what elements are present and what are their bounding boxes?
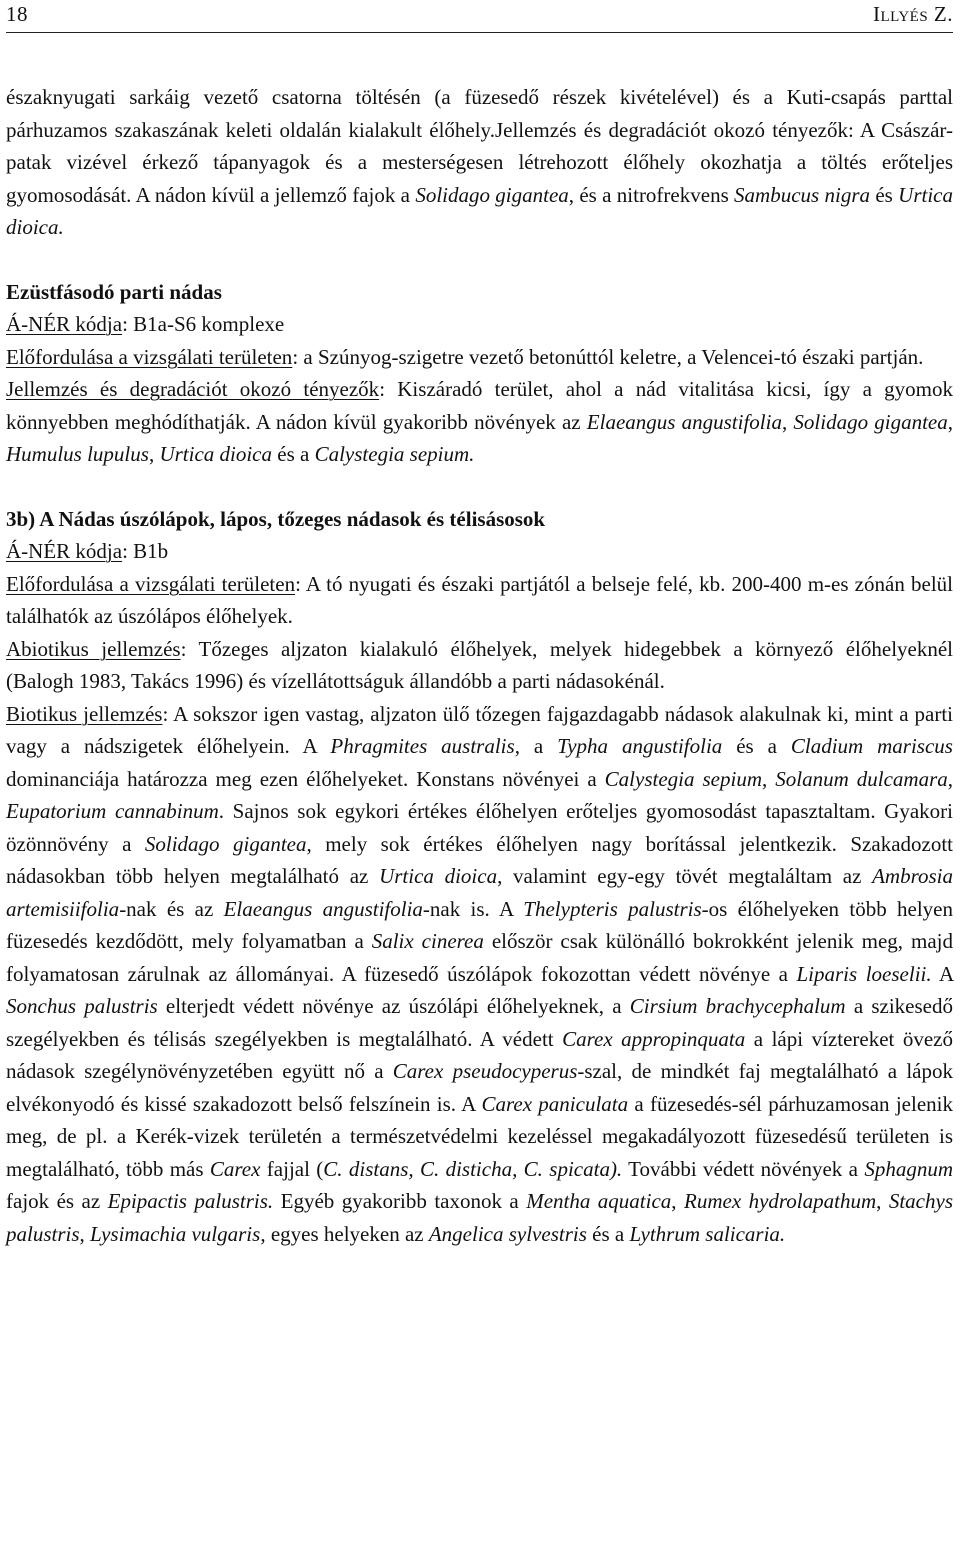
text-run: Egyéb gyakoribb taxonok a — [273, 1189, 527, 1213]
text-run: , egyes helyeken az — [260, 1221, 429, 1246]
text-run: és a — [586, 1221, 630, 1246]
section1-occ-label: Előfordulása a vizsgálati területen — [6, 344, 293, 369]
section2-code — [6, 535, 953, 568]
text-run: : A sokszor igen vastag, aljzaton ülő tőzegen fajgazdagabb nádasok alakulnak ki, mint a parti vagy a nádszigetek élőhelyein. A — [6, 701, 953, 758]
species-name: Salix cinerea — [371, 929, 484, 953]
species-name: Urtica dioica — [159, 442, 273, 466]
section2-title: 3b) A Nádas úszólápok, lápos, tőzeges nádasok és télisásosok — [6, 506, 546, 531]
text-run: . Sajnos sok egykori értékes élőhelyen erőteljes gyomosodást tapasztaltam. Gyakori özönnövény a — [6, 799, 953, 856]
species-name: Lythrum salicaria. — [629, 1221, 786, 1246]
text-run: elterjedt védett növénye az úszólápi élőhelyeknek, a — [157, 994, 630, 1018]
section1-code — [6, 308, 953, 341]
running-header — [6, 0, 953, 33]
species-name: Eupatorium cannabinum — [6, 799, 219, 823]
text-run: , — [148, 442, 160, 466]
section2-abio-label: Abiotikus jellemzés — [6, 636, 181, 661]
body-text — [6, 81, 953, 1250]
species-name: Stachys palustris — [6, 1189, 953, 1246]
section2-abio-text: : Tőzeges aljzaton kialakuló élőhelyek, melyek hidegebbek a környező élőhelyeknél (Balogh 1983, Takács 1996) és vízellátottságuk állandóbb a parti nádasokénál. — [6, 636, 954, 693]
text-run: és a — [722, 734, 791, 758]
species-name: Ambrosia artemisiifolia — [6, 864, 953, 921]
text-run: , mely sok értékes élőhelyen nagy borítással jelentkezik. Szakadozott nádasokban több helyen megtalálható az — [6, 831, 953, 888]
section1-code-label: Á-NÉR kódja — [6, 312, 123, 336]
text-run: -nak és az — [119, 896, 224, 921]
section1-occ-text: : a Szúnyog-szigetre vezető betonúttól keletre, a Velencei-tó északi partján. — [292, 344, 924, 369]
species-name: Elaeangus angustifolia — [586, 409, 782, 434]
species-name: Urtica dioica. — [6, 182, 953, 239]
species-name: Rumex hydrolapathum — [684, 1189, 877, 1213]
species-name: Sphagnum — [864, 1156, 953, 1181]
intro-paragraph — [6, 81, 953, 244]
page-number: 18 — [6, 2, 28, 26]
species-name: Lysimachia vulgaris — [90, 1221, 261, 1246]
text-run: , — [947, 409, 953, 434]
species-name: Urtica dioica — [379, 864, 498, 888]
text-run: -nak is. A — [422, 896, 524, 921]
text-run: , — [79, 1221, 91, 1246]
text-run: először csak különálló bokrokként jelenik meg, majd folyamatosan zárulnak az állományai. A füzesedő úszólápok fokozottan védett növénye a — [6, 929, 953, 986]
text-run: és — [870, 182, 899, 207]
text-run: a füzesedés-sél párhuzamosan jelenik meg, de pl. a Kerék-vizek területén a természetvédelmi kezeléssel megakadályozott füzesedésű területen is megtalálható, több más — [6, 1091, 953, 1181]
text-run: Jellemzés és degradációt okozó tényezők: A Császár-patak vizével érkező tápanyagok és a mesterségesen létrehozott élőhely okozhatja a töltés erőteljes gyomosodását. A nádon kívül a jellemző fajok a — [6, 117, 953, 207]
text-run: További védett növények a — [622, 1156, 865, 1181]
species-name: Carex — [209, 1156, 261, 1181]
species-name: Solidago gigantea — [144, 831, 307, 856]
section1-characterization — [6, 373, 953, 471]
section2-bio-text — [6, 702, 953, 1246]
text-run: , — [876, 1189, 889, 1213]
text-run: északnyugati sarkáig vezető csatorna töltésén (a füzesedő részek kivételével) és a Kuti-csapás parttal párhuzamos szakaszának keleti oldalán kialakult élőhely. — [6, 85, 953, 142]
species-name: Epipactis palustris. — [107, 1189, 274, 1213]
section2-occ-label: Előfordulása a vizsgálati területen — [6, 571, 296, 596]
section2-occurrence — [6, 568, 953, 633]
text-run: -os élőhelyeken több helyen füzesedés kezdődött, mely folyamatban a — [6, 896, 954, 953]
section2-code-value: : B1b — [122, 539, 169, 563]
text-run: , és a nitrofrekvens — [568, 182, 735, 207]
text-run: -szal, de mindkét faj megtalálható a lápok elvékonyodó és kissé szakadozott belső felszínein is. A — [6, 1059, 953, 1116]
section1-occurrence — [6, 341, 953, 374]
species-name: Cirsium brachycephalum — [629, 994, 846, 1018]
species-name: Typha angustifolia — [557, 734, 723, 758]
species-name: Sambucus nigra — [734, 182, 871, 207]
species-name: Sonchus palustris — [6, 994, 158, 1018]
text-run: , — [781, 409, 794, 434]
section2-abiotic — [6, 633, 953, 698]
text-run: fajok és az — [6, 1189, 108, 1213]
species-name: Carex pseudocyperus — [392, 1059, 578, 1083]
text-run: dominanciája határozza meg ezen élőhelyeket. Konstans növényei a — [6, 766, 605, 791]
species-name: Cladium mariscus — [790, 734, 953, 758]
species-name: Liparis loeselii. — [796, 961, 932, 986]
species-name: Calystegia sepium. — [314, 442, 475, 466]
species-name: Humulus lupulus — [6, 442, 149, 466]
section1-code-value: : B1a-S6 komplexe — [122, 312, 285, 336]
section1-char-label: Jellemzés és degradációt okozó tényezők — [6, 377, 380, 401]
species-name: Angelica sylvestris — [428, 1221, 587, 1246]
section2-occ-text: : A tó nyugati és északi partjától a belseje felé, kb. 200-400 m-es zónán belül találhatók az úszólápos élőhelyek. — [6, 571, 953, 628]
species-name: Thelypteris palustris — [523, 896, 702, 921]
species-name: Carex appropinquata — [562, 1026, 746, 1051]
text-run: a szikesedő szegélyekben és télisás szegélyekben is megtalálható. A védett — [6, 994, 953, 1051]
species-name: Phragmites australis — [330, 734, 515, 758]
section2-biotic — [6, 698, 953, 1251]
running-author: Illyés Z. — [873, 2, 953, 26]
species-name: Mentha aquatica — [526, 1189, 672, 1213]
text-run: és a — [272, 442, 315, 466]
text-run: : Kiszáradó terület, ahol a nád vitalitása kicsi, így a gyomok könnyebben meghódíthatják. A nádon kívül gyakoribb növények az — [6, 377, 954, 434]
section2-code-label: Á-NÉR kódja — [6, 539, 123, 563]
text-run: , — [947, 766, 953, 791]
species-name: Carex paniculata — [481, 1091, 629, 1116]
species-name: Elaeangus angustifolia — [223, 896, 423, 921]
species-name: Solidago gigantea — [415, 182, 569, 207]
text-run: a lápi víztereket övező nádasok szegélynövényzetében együtt nő a — [6, 1026, 954, 1083]
species-name: Solidago gigantea — [793, 409, 948, 434]
species-name: C. distans, C. disticha, C. spicata). — [323, 1156, 623, 1181]
species-name: Solanum dulcamara — [775, 766, 948, 791]
section2-bio-label: Biotikus jellemzés — [6, 701, 163, 726]
section1-title: Ezüstfásodó parti nádas — [6, 279, 222, 304]
text-run: , — [762, 766, 776, 791]
text-run: , a — [514, 734, 558, 758]
species-name: Calystegia sepium — [604, 766, 762, 791]
text-run: fajjal ( — [260, 1156, 324, 1181]
text-run: , valamint egy-egy tövét megtaláltam az — [497, 864, 873, 888]
text-run: A — [931, 961, 953, 986]
text-run: , — [671, 1189, 684, 1213]
